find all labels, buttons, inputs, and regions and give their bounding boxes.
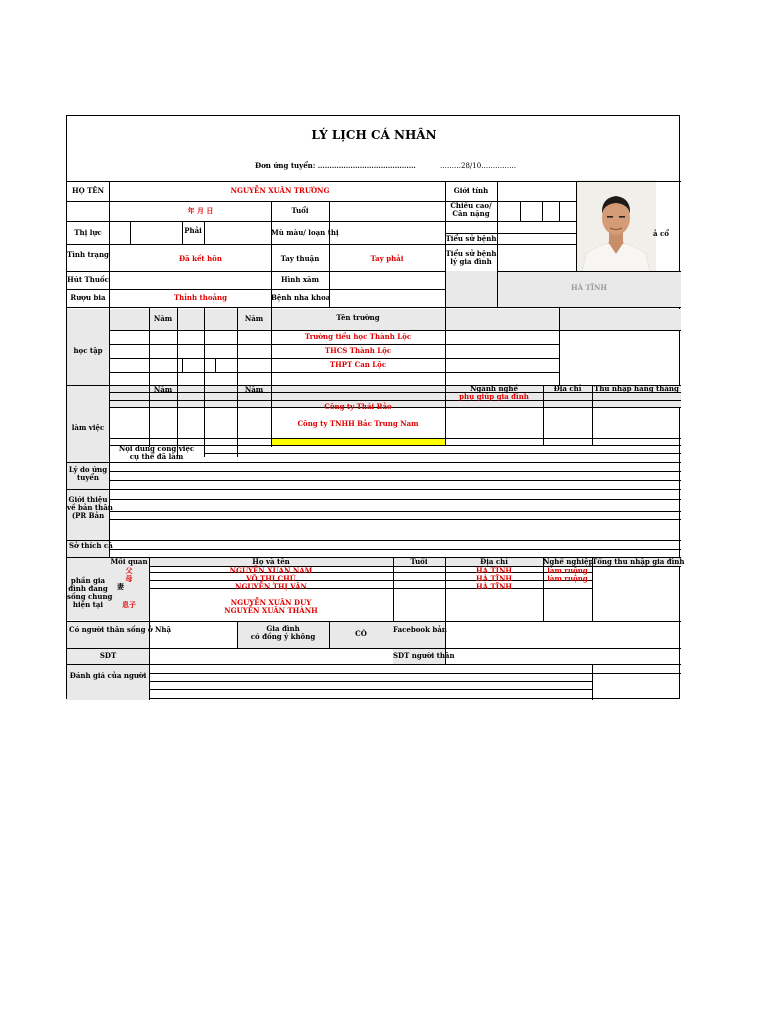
gender-label: Giới tính	[453, 186, 489, 195]
family-member-1[interactable]: NGUYỄN XUÂN NAM	[229, 566, 313, 575]
relation-son: 息子	[122, 600, 136, 609]
family-job-1[interactable]: làm ruộng	[547, 566, 588, 575]
edu-year-end-header: Năm	[244, 314, 264, 323]
family-address-2[interactable]: HÀ TĨNH	[476, 574, 512, 583]
name-value[interactable]: NGUYỄN XUÂN TRƯỜNG	[230, 186, 330, 195]
family-member-5[interactable]: NGUYỄN XUÂN THÀNH	[224, 606, 318, 615]
monthly-income-header: Thu nhập hàng tháng	[594, 384, 679, 393]
family-name-header: Họ và tên	[252, 557, 290, 566]
alcohol-value[interactable]: Thỉnh thoảng	[173, 293, 228, 302]
height-weight-label: Chiều cao/ Cân nặng	[450, 201, 492, 218]
company-2[interactable]: Công ty TNHH Bắc Trung Nam	[297, 419, 419, 428]
company-1[interactable]: Công ty Thái Bảo	[324, 402, 392, 411]
work-address-header: Địa chỉ	[553, 384, 582, 393]
applicant-photo	[576, 180, 656, 272]
family-address-header: Địa chỉ	[480, 557, 508, 566]
relation-header: Mối quan	[110, 557, 148, 566]
school-name-header: Tên trường	[336, 313, 380, 322]
marital-label: Tình trạng	[67, 250, 109, 259]
smoking-label: Hút Thuốc	[67, 275, 109, 284]
relation-mother: 母	[125, 574, 133, 583]
job-details-label: Nội dung công việc cụ thể đã làm	[118, 444, 195, 461]
family-job-header: Nghề nghiệp	[543, 557, 594, 566]
family-age-header: Tuổi	[410, 557, 428, 566]
tattoo-label: Hình xăm	[280, 275, 319, 284]
hometown-value: HÀ TĨNH	[571, 283, 607, 292]
work-year-start-header: Năm	[153, 385, 173, 394]
facebook-label: Facebook bản	[393, 625, 447, 634]
medical-history-label: Tiểu sử bệnh	[445, 234, 497, 243]
self-intro-label: Giới thiệu về bản thân (PR Bản	[67, 495, 113, 520]
family-address-3[interactable]: HÀ TĨNH	[476, 582, 512, 591]
relative-phone-label: SDT người thân	[393, 651, 455, 660]
date-line: ………28/10……………	[440, 162, 517, 170]
phone-label: SDT	[99, 651, 117, 660]
work-year-end-header: Năm	[244, 385, 264, 394]
reason-label: Lý do ứng tuyển	[68, 465, 108, 482]
highlight-cell	[271, 438, 445, 445]
colorblind-label: Mù màu/ loạn thị	[271, 228, 339, 237]
dominant-hand-value[interactable]: Tay phải	[370, 254, 404, 263]
edu-year-start-header: Năm	[153, 314, 173, 323]
family-medical-label: Tiểu sử bệnh lý gia đình	[445, 249, 497, 266]
side-note: ả cổ	[653, 229, 669, 238]
family-member-4[interactable]: NGUYỄN XUÂN DUY	[230, 598, 312, 607]
vision-label: Thị lực	[74, 228, 102, 237]
alcohol-label: Rượu bia	[70, 293, 106, 302]
right-eye-label: Phải	[184, 226, 202, 235]
relation-father: 父	[125, 566, 133, 575]
family-consent-label: Gia đình có đồng ý không	[250, 624, 316, 641]
relation-wife: 妻	[117, 582, 124, 591]
relative-in-japan-label: Có người thân sống ở Nhậ	[69, 625, 172, 634]
family-address-1[interactable]: HÀ TĨNH	[476, 566, 512, 575]
dominant-hand-label: Tay thuận	[280, 254, 320, 263]
age-label: Tuổi	[291, 206, 309, 215]
job-value[interactable]: phụ giúp gia đình	[459, 392, 529, 401]
family-job-2[interactable]: làm ruộng	[547, 574, 588, 583]
family-label: phần gia đình đang sống chung hiện tại	[67, 576, 113, 609]
hobby-label: Sở thích cá	[69, 541, 113, 550]
position-line: Đơn ứng tuyển: ……………………………………	[255, 161, 416, 170]
school-2[interactable]: THCS Thành Lộc	[324, 346, 392, 355]
family-member-3[interactable]: NGUYỄN THỊ VÂN	[235, 582, 307, 591]
education-label: học tập	[73, 346, 103, 355]
cv-form-sheet	[66, 115, 685, 699]
family-consent-value[interactable]: CÓ	[355, 629, 367, 638]
work-label: làm việc	[71, 423, 105, 432]
school-3[interactable]: THPT Can Lộc	[329, 360, 387, 369]
page-title: LÝ LỊCH CÁ NHÂN	[311, 128, 437, 142]
family-member-2[interactable]: VÕ THỊ CHÚ	[246, 574, 296, 583]
dental-label: Bệnh nha khoa	[271, 293, 331, 302]
evaluation-label: Đánh giá của người	[69, 671, 147, 680]
marital-value[interactable]: Đã kết hôn	[179, 254, 222, 263]
school-1[interactable]: Trường tiểu học Thành Lộc	[304, 332, 412, 341]
job-header: Ngành nghề	[470, 384, 518, 393]
family-income-header: Tổng thu nhập gia đình	[592, 557, 685, 566]
name-label: HỌ TÊN	[71, 186, 105, 195]
dob-value[interactable]: 年 月 日	[187, 206, 214, 215]
